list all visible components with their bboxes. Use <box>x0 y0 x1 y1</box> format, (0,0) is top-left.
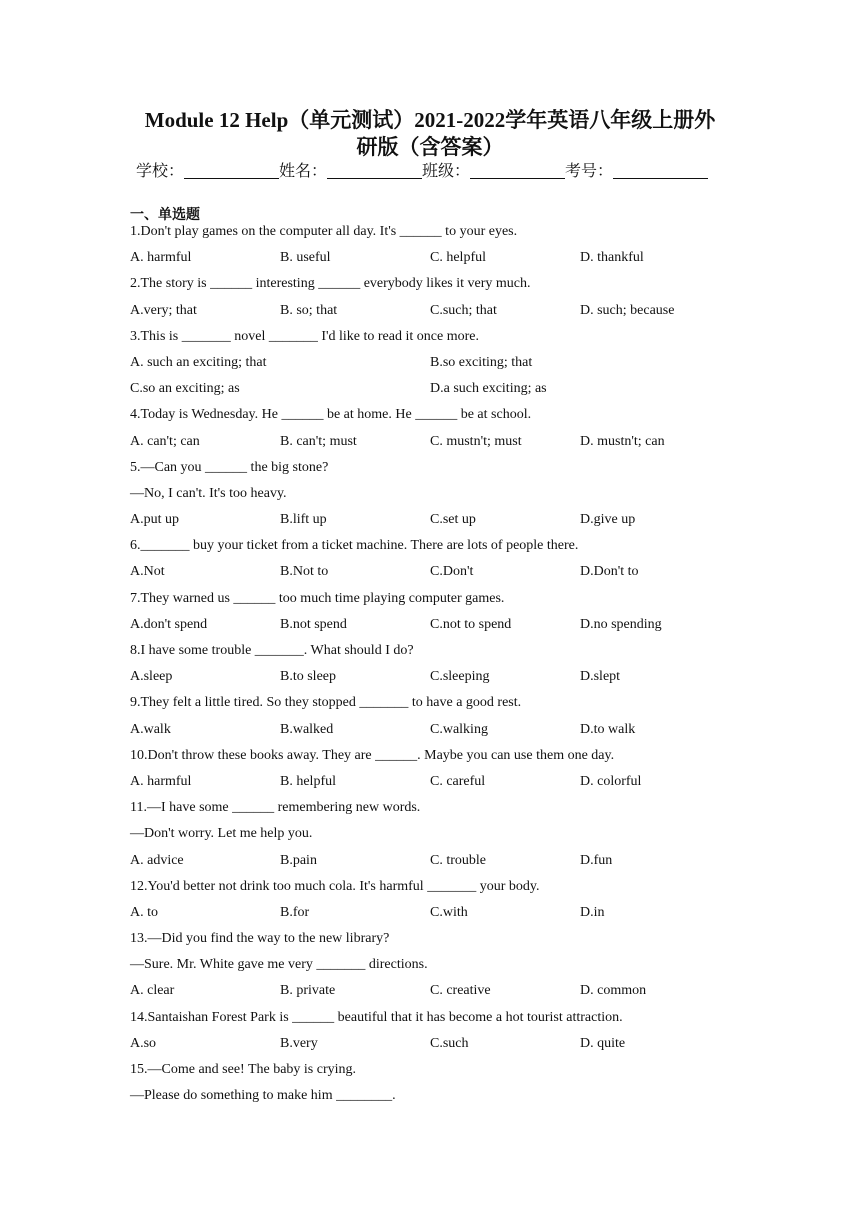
class-label: 班级： <box>422 163 471 180</box>
answer-option: C.such <box>430 1035 469 1051</box>
question-item <box>130 690 750 742</box>
answer-option: B.Not to <box>280 564 329 580</box>
answer-option: A. clear <box>130 983 175 999</box>
question-stem: 15.—Come and see! The baby is crying. <box>130 1062 357 1077</box>
options-row <box>130 612 750 638</box>
question-item <box>130 219 750 271</box>
answer-option: D.give up <box>580 512 636 528</box>
question-item <box>130 1057 750 1109</box>
answer-option: B. can't; must <box>280 433 357 449</box>
answer-option: A. such an exciting; that <box>130 354 267 370</box>
answer-option: A. to <box>130 904 158 920</box>
question-item <box>130 795 750 874</box>
question-stem: 9.They felt a little tired. So they stopped _______ to have a good rest. <box>130 695 522 711</box>
question-item <box>130 874 750 926</box>
question-dialogue-line: —No, I can't. It's too heavy. <box>130 485 287 501</box>
answer-option: C.sleeping <box>430 669 490 685</box>
options-row <box>130 769 750 795</box>
question-list <box>130 219 750 1109</box>
options-row <box>130 298 750 324</box>
school-blank <box>184 162 279 179</box>
question-item <box>130 638 750 690</box>
options-row <box>130 717 750 743</box>
question-stem: 8.I have some trouble _______. What should I do? <box>130 643 414 658</box>
question-stem: 11.—I have some ______ remembering new words. <box>130 800 421 816</box>
question-stem: 4.Today is Wednesday. He ______ be at home. He ______ be at school. <box>130 407 532 423</box>
answer-option: B. private <box>280 983 336 999</box>
answer-option: B.walked <box>280 721 334 737</box>
answer-option: D.Don't to <box>580 564 639 580</box>
options-row <box>130 350 750 376</box>
options-row <box>130 848 750 874</box>
answer-option: C.with <box>430 904 468 920</box>
answer-option: C. careful <box>430 773 486 789</box>
answer-option: B.very <box>280 1035 318 1051</box>
question-item <box>130 455 750 534</box>
answer-option: D.fun <box>580 852 613 868</box>
answer-option: A.Not <box>130 564 165 580</box>
answer-option: A.don't spend <box>130 616 208 632</box>
answer-option: D.slept <box>580 669 621 685</box>
options-row <box>130 429 750 455</box>
answer-option: B.not spend <box>280 616 347 632</box>
student-info-row <box>136 161 708 183</box>
answer-option: D.to walk <box>580 721 636 737</box>
question-dialogue-line: —Sure. Mr. White gave me very _______ directions. <box>130 957 428 973</box>
answer-option: C.so an exciting; as <box>130 381 240 397</box>
answer-option: C. mustn't; must <box>430 433 522 449</box>
document-title-line-2: 研版（含答案） <box>356 135 504 159</box>
answer-option: D. such; because <box>580 302 675 318</box>
options-row <box>130 900 750 926</box>
options-row <box>130 664 750 690</box>
answer-option: B.pain <box>280 852 317 868</box>
options-row <box>130 1031 750 1057</box>
question-stem: 7.They warned us ______ too much time playing computer games. <box>130 590 505 606</box>
answer-option: B. so; that <box>280 302 338 318</box>
question-stem: 1.Don't play games on the computer all day. It's ______ to your eyes. <box>130 224 518 239</box>
question-dialogue-line: —Don't worry. Let me help you. <box>130 826 313 842</box>
answer-option: C. creative <box>430 983 491 999</box>
options-row <box>130 559 750 585</box>
answer-option: C.not to spend <box>430 616 512 632</box>
options-row <box>130 376 750 402</box>
answer-option: D. mustn't; can <box>580 433 665 449</box>
name-blank <box>327 162 422 179</box>
question-stem: 5.—Can you ______ the big stone? <box>130 459 329 475</box>
question-dialogue-line: —Please do something to make him ________. <box>130 1088 396 1104</box>
answer-option: A. advice <box>130 852 184 868</box>
answer-option: D. common <box>580 983 647 999</box>
class-blank <box>470 162 565 179</box>
answer-option: A.sleep <box>130 669 173 685</box>
document-title-line-1: Module 12 Help（单元测试）2021-2022学年英语八年级上册外 <box>144 108 716 132</box>
options-row <box>130 245 750 271</box>
question-item <box>130 271 750 323</box>
answer-option: D.a such exciting; as <box>430 381 547 397</box>
question-item <box>130 533 750 585</box>
school-label: 学校： <box>136 163 185 180</box>
answer-option: D. quite <box>580 1035 626 1051</box>
answer-option: D.no spending <box>580 616 662 632</box>
question-item <box>130 926 750 1005</box>
answer-option: B.lift up <box>280 512 327 528</box>
answer-option: C.set up <box>430 512 476 528</box>
question-item <box>130 324 750 403</box>
question-item <box>130 1005 750 1057</box>
answer-option: C.walking <box>430 721 488 737</box>
answer-option: D.in <box>580 904 605 920</box>
name-label: 姓名： <box>279 163 328 180</box>
answer-option: A. can't; can <box>130 433 200 449</box>
answer-option: B. useful <box>280 250 331 266</box>
answer-option: D. colorful <box>580 773 642 789</box>
answer-option: C.Don't <box>430 564 474 580</box>
answer-option: A.walk <box>130 721 171 737</box>
answer-option: B. helpful <box>280 773 336 789</box>
answer-option: C.such; that <box>430 302 497 318</box>
question-stem: 12.You'd better not drink too much cola. It's harmful _______ your body. <box>130 878 540 894</box>
answer-option: B.to sleep <box>280 669 336 685</box>
answer-option: A.very; that <box>130 302 197 318</box>
question-stem: 6._______ buy your ticket from a ticket machine. There are lots of people there. <box>130 538 579 554</box>
question-stem: 10.Don't throw these books away. They are ______. Maybe you can use them one day. <box>130 747 615 763</box>
question-stem: 2.The story is ______ interesting ______ everybody likes it very much. <box>130 276 531 292</box>
answer-option: C. trouble <box>430 852 486 868</box>
options-row <box>130 978 750 1004</box>
answer-option: A. harmful <box>130 250 192 266</box>
exam-number-blank <box>613 162 708 179</box>
answer-option: B.for <box>280 904 310 920</box>
question-stem: 3.This is _______ novel _______ I'd like to read it once more. <box>130 328 479 344</box>
question-item <box>130 743 750 795</box>
options-row <box>130 507 750 533</box>
answer-option: A.so <box>130 1035 157 1051</box>
question-stem: 13.—Did you find the way to the new library? <box>130 931 390 947</box>
question-stem: 14.Santaishan Forest Park is ______ beautiful that it has become a hot tourist attraction. <box>130 1009 623 1025</box>
answer-option: B.so exciting; that <box>430 354 533 370</box>
exam-number-label: 考号： <box>565 163 614 180</box>
question-item <box>130 586 750 638</box>
answer-option: A.put up <box>130 512 179 528</box>
answer-option: C. helpful <box>430 250 486 266</box>
section-heading: 一、单选题 <box>130 207 200 223</box>
question-item <box>130 402 750 454</box>
answer-option: A. harmful <box>130 773 192 789</box>
answer-option: D. thankful <box>580 250 644 266</box>
